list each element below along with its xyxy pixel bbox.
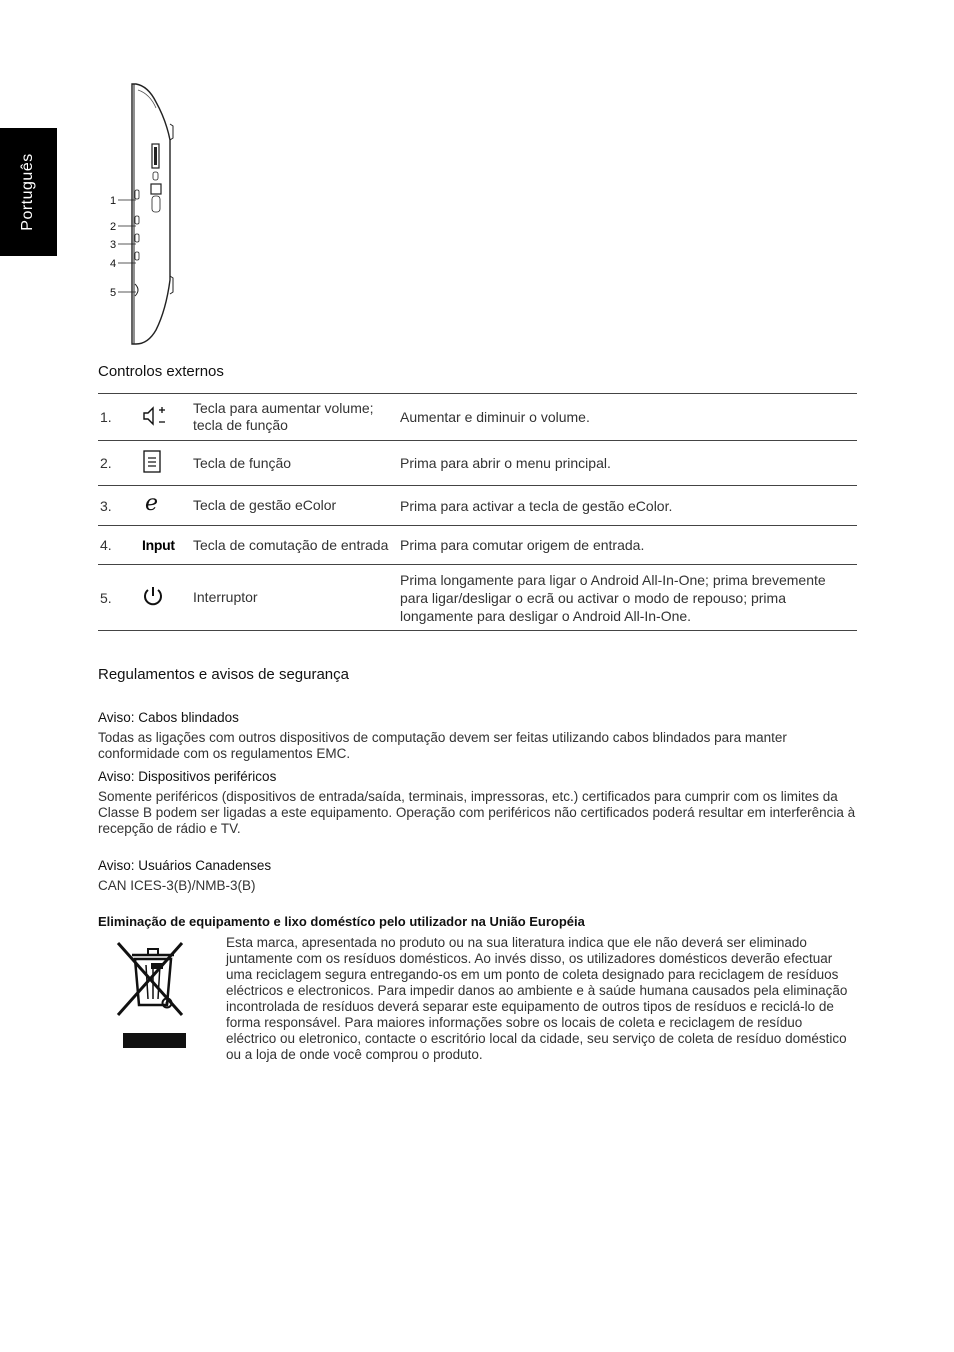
key-description: Prima para abrir o menu principal. bbox=[398, 441, 857, 486]
notice-title: Aviso: Dispositivos periféricos bbox=[98, 769, 277, 784]
weee-text: Esta marca, apresentada no produto ou na sua literatura indica que ele não deverá ser eliminado juntamente com os resíduos domésticos. Ao invés disso, os utilizadores domésticos deverão efectuar uma reciclagem segura entregando-os em um ponto de coleta designado para reciclagem de resíduos eléctricos e electronicos. Para impedir danos ao ambiente e à saúde humana causados pela eliminação incontrolada de resíduos deverá separar este equipamento de outros tipos de resíduos e reciclá-lo de forma responsável. Para maiores informações sobre os locais de coleta e reciclagem de resíduo eléctrico ou eletronico, contacte o escritório local da cidade, seu serviço de coleta de resíduo doméstico ou a loja de onde você comprou o produto. bbox=[226, 935, 848, 1062]
row-number: 2. bbox=[98, 441, 140, 486]
volume-icon bbox=[142, 405, 168, 427]
row-number: 1. bbox=[98, 394, 140, 441]
row-number: 3. bbox=[98, 486, 140, 526]
notice-title: Aviso: Usuários Canadenses bbox=[98, 858, 272, 873]
key-name: Tecla para aumentar volume; tecla de função bbox=[191, 394, 398, 441]
callout-4: 4 bbox=[110, 258, 117, 270]
key-description: Prima para activar a tecla de gestão eColor. bbox=[398, 486, 857, 526]
callout-3: 3 bbox=[110, 239, 117, 251]
svg-text:e: e bbox=[145, 493, 159, 515]
ecolor-icon bbox=[142, 493, 166, 515]
key-description: Aumentar e diminuir o volume. bbox=[398, 394, 857, 441]
notice-text: CAN ICES-3(B)/NMB-3(B) bbox=[98, 878, 256, 893]
key-description: Prima para comutar origem de entrada. bbox=[398, 526, 857, 565]
language-tab bbox=[0, 128, 57, 256]
key-name: Tecla de comutação de entrada bbox=[191, 526, 398, 565]
crossed-bin-icon bbox=[108, 935, 198, 1053]
row-number: 4. bbox=[98, 526, 140, 565]
callout-2: 2 bbox=[110, 221, 117, 233]
controls-table bbox=[98, 393, 857, 631]
language-tab-label: Português bbox=[19, 153, 36, 231]
callout-5: 5 bbox=[110, 287, 117, 299]
menu-icon bbox=[142, 450, 164, 474]
weee-heading: Eliminação de equipamento e lixo doméstíco pelo utilizador na União Européia bbox=[98, 914, 585, 929]
key-name: Interruptor bbox=[191, 565, 398, 631]
key-name: Tecla de função bbox=[191, 441, 398, 486]
safety-heading: Regulamentos e avisos de segurança bbox=[98, 666, 349, 683]
notice-text: Todas as ligações com outros dispositivos de computação devem ser feitas utilizando cabos blindados para manter conformidade com os regulamentos EMC. bbox=[98, 730, 787, 761]
notice-title: Aviso: Cabos blindados bbox=[98, 710, 239, 725]
device-side-illustration bbox=[100, 80, 190, 350]
table-row bbox=[98, 565, 857, 631]
controls-heading: Controlos externos bbox=[98, 363, 224, 380]
power-icon bbox=[142, 585, 164, 607]
notice-text: Somente periféricos (dispositivos de entrada/saída, terminais, impressoras, etc.) certificados para cumprir com os limites da Classe B podem ser ligadas a este equipamento. Operação com periféricos não certificados poderá resultar em interferência à recepção de rádio e TV. bbox=[98, 789, 856, 836]
key-description: Prima longamente para ligar o Android All-In-One; prima brevemente para ligar/desligar o ecrã ou activar o modo de repouso; prima longamente para desligar o Android All-In-One. bbox=[398, 565, 857, 631]
table-row bbox=[98, 394, 857, 441]
table-row bbox=[98, 486, 857, 526]
callout-1: 1 bbox=[110, 195, 117, 207]
table-row bbox=[98, 441, 857, 486]
table-row bbox=[98, 526, 857, 565]
input-label: Input bbox=[142, 537, 175, 553]
key-name: Tecla de gestão eColor bbox=[191, 486, 398, 526]
row-number: 5. bbox=[98, 565, 140, 631]
